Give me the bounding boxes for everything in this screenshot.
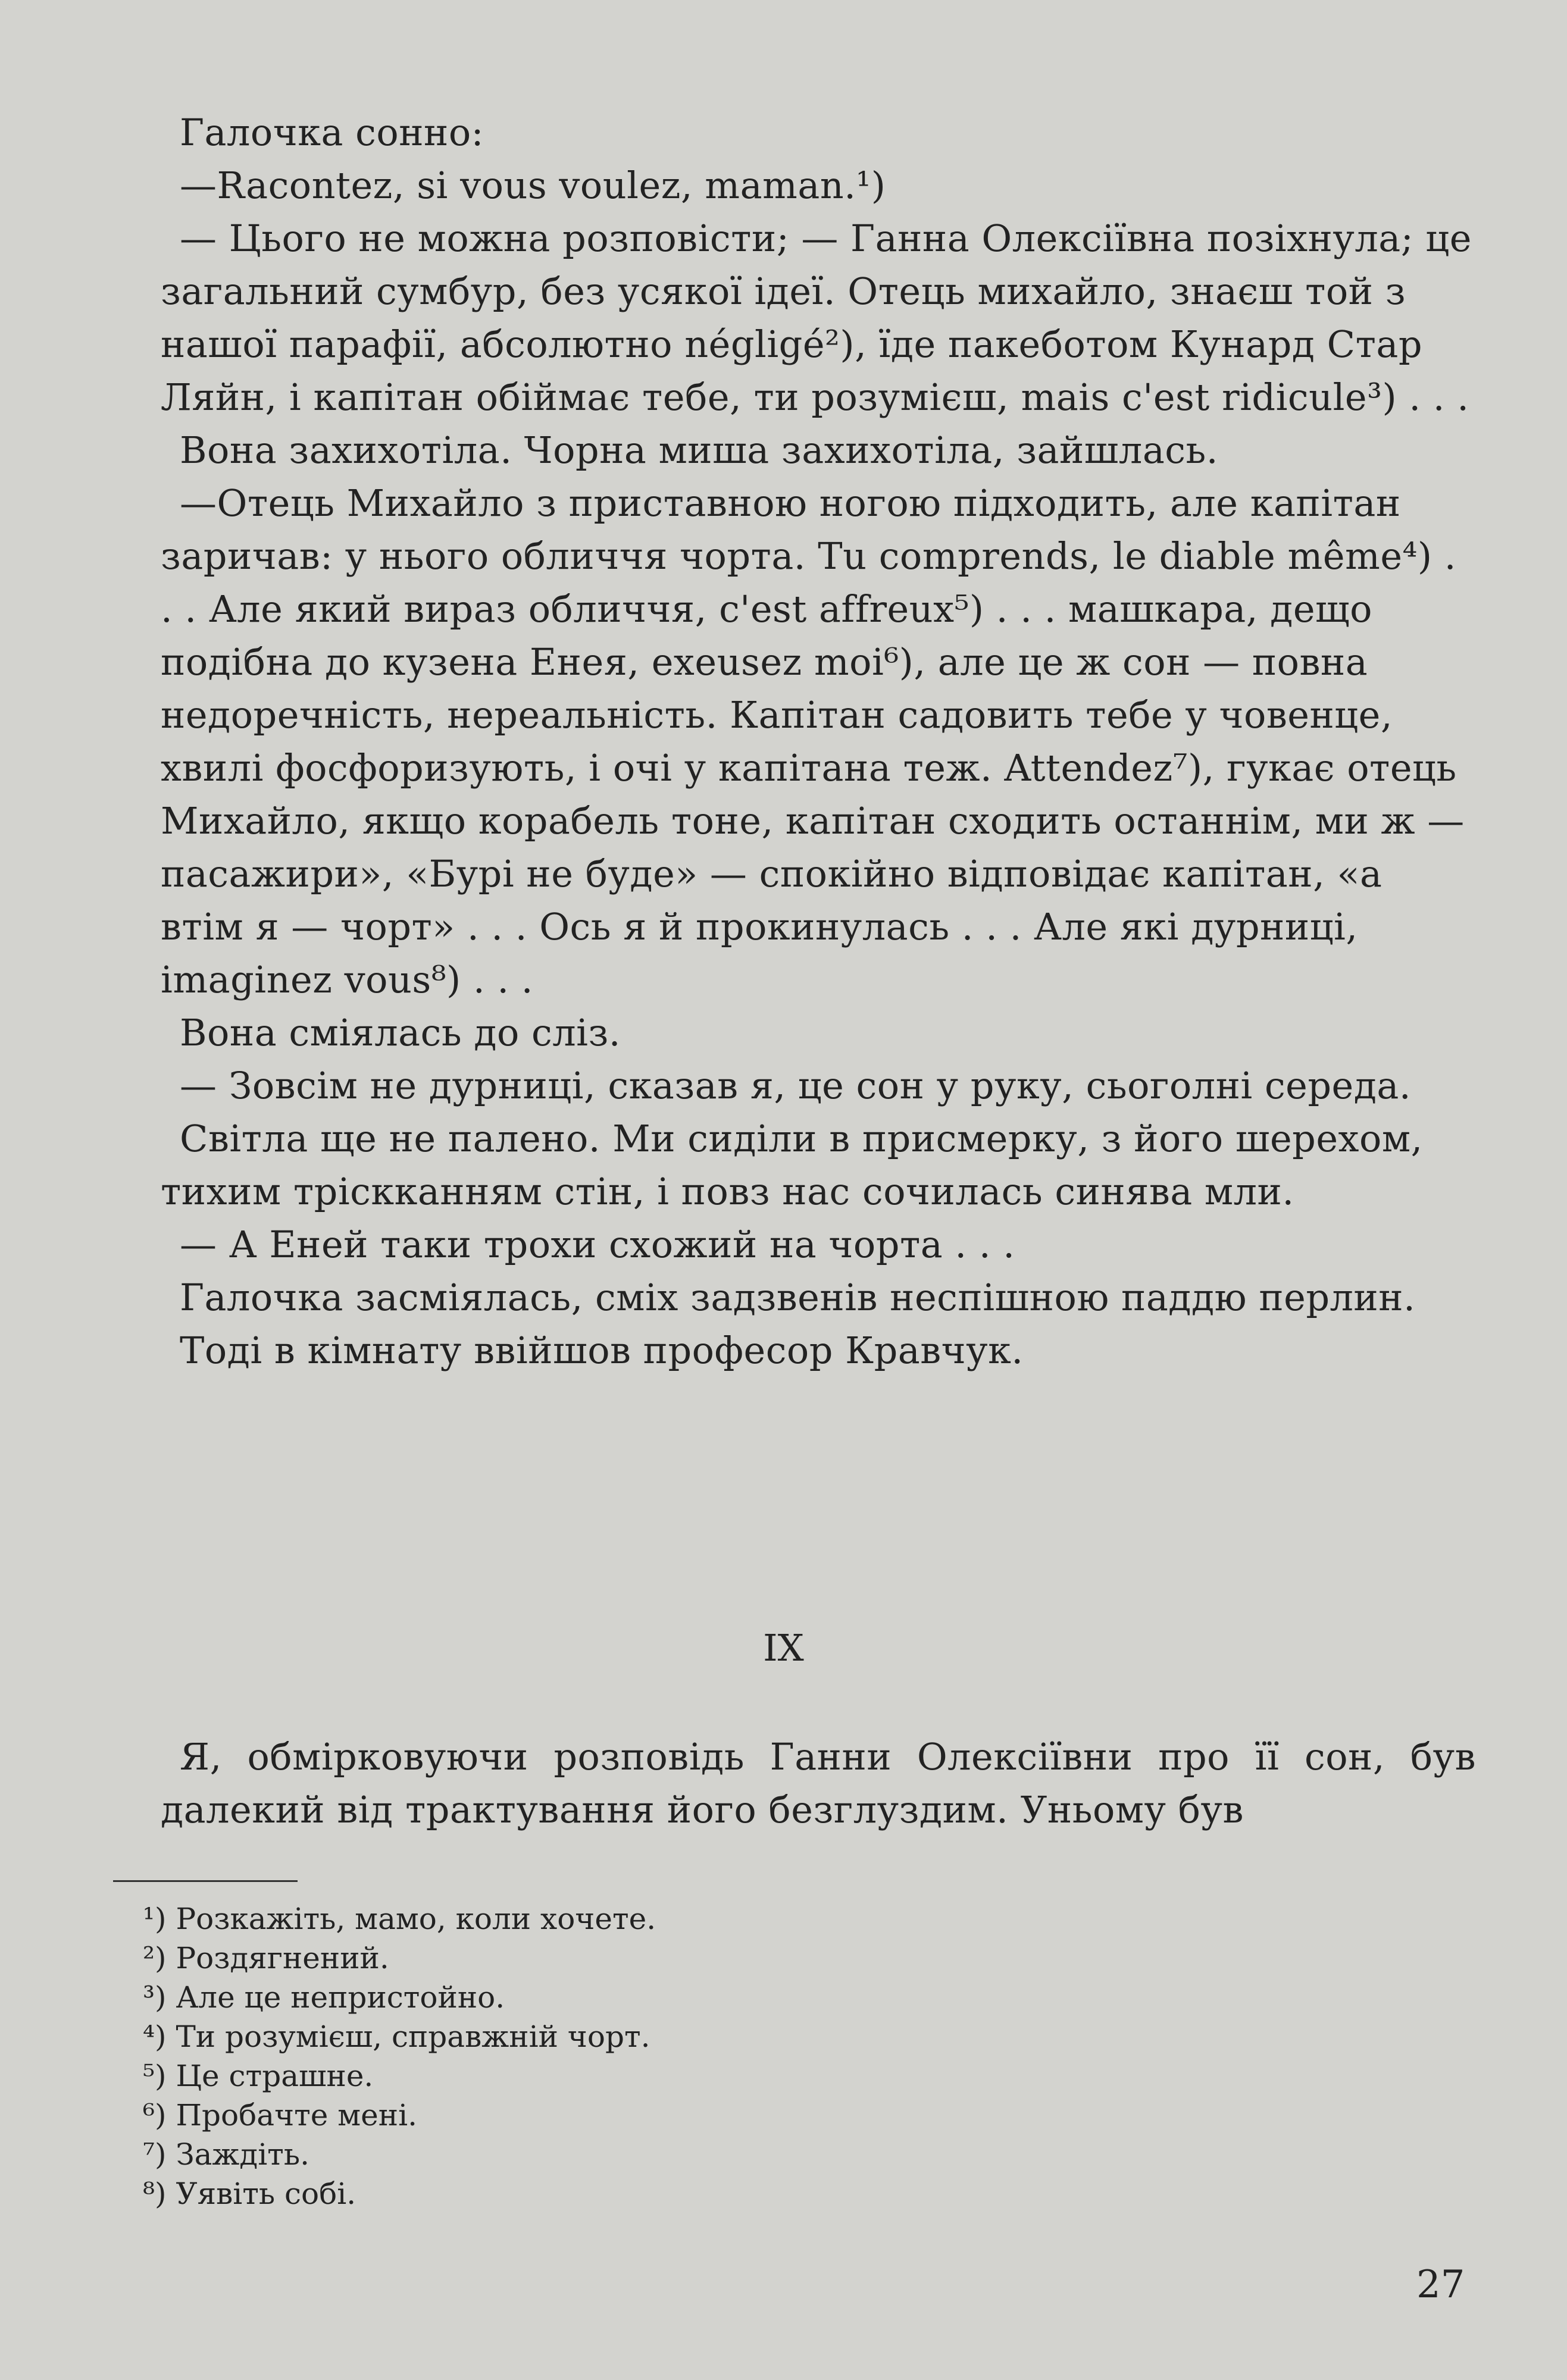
- paragraph: — Зовсім не дурниці, сказав я, це сон у руку, сьоголні середа.: [180, 1064, 1412, 1107]
- paragraph: Галочка сонно:: [180, 111, 484, 154]
- chapter-title: IX: [763, 1626, 804, 1670]
- footnote: ³) Але це непристойно.: [143, 1980, 505, 2015]
- paragraph: Тоді в кімнату ввійшов професор Кравчук.: [180, 1329, 1024, 1372]
- paragraph: — А Еней таки трохи схожий на чорта . . .: [180, 1223, 1015, 1266]
- footnote: ⁵) Це страшне.: [143, 2059, 374, 2093]
- main-text: [161, 106, 1476, 1377]
- footnote: ⁴) Ти розумієш, справжній чорт.: [143, 2019, 650, 2054]
- footnotes: [143, 1899, 1095, 2213]
- footnote-divider: [113, 1880, 298, 1882]
- footnote: ⁸) Уявіть собі.: [143, 2177, 356, 2211]
- paragraph: —Отець Михайло з приставною ногою підходить, але капітан заричав: у нього обличчя чорта. Tu comprends, le diable même⁴) . . . Але який вираз обличчя, c'est affreux⁵) . . . машкара, дещо подібна до кузена Енея, exeusez moi⁶), але це ж сон — повна недоречність, нереальність. Капітан садовить тебе у човенце, хвилі фосфоризують, і очі у капітана теж. Attendez⁷), гукає отець Михайло, якщо корабель тоне, капітан сходить останнім, ми ж — пасажири», «Бурі не буде» — спокійно відповідає капітан, «а втім я — чорт» . . . Ось я й прокинулась . . . Але які дурниці, imaginez vous⁸) . . .: [161, 481, 1465, 1001]
- chapter-text: [161, 1730, 1476, 1836]
- page-number: 27: [1416, 2263, 1465, 2307]
- paragraph: —Racontez, si vous voulez, maman.¹): [180, 164, 886, 207]
- paragraph: Світла ще не палено. Ми сиділи в присмерку, з його шерехом, тихим тріскканням стін, і повз нас сочилась синява мли.: [161, 1117, 1423, 1213]
- footnote: ⁶) Пробачте мені.: [143, 2098, 417, 2132]
- paragraph: — Цього не можна розповісти; — Ганна Олексіївна позіхнула; це загальний сумбур, без усякої ідеї. Отець михайло, знаєш той з нашої парафії, абсолютно négligé²), їде пакеботом Кунард Стар Ляйн, і капітан обіймає тебе, ти розумієш, mais c'est ridicule³) . . .: [161, 217, 1472, 419]
- footnote: ²) Роздягнений.: [143, 1941, 389, 1975]
- paragraph: Вона захихотіла. Чорна миша захихотіла, зайшлась.: [180, 428, 1218, 472]
- paragraph: Вона сміялась до сліз.: [180, 1011, 621, 1054]
- footnote: ⁷) Заждіть.: [143, 2137, 309, 2172]
- paragraph: Я, обмірковуючи розповідь Ганни Олексіївни про її сон, був далекий від трактування його безглуздим. Уньому був: [161, 1735, 1476, 1831]
- paragraph: Галочка засміялась, сміх задзвенів неспішною паддю перлин.: [180, 1276, 1416, 1319]
- footnote: ¹) Розкажіть, мамо, коли хочете.: [143, 1902, 656, 1936]
